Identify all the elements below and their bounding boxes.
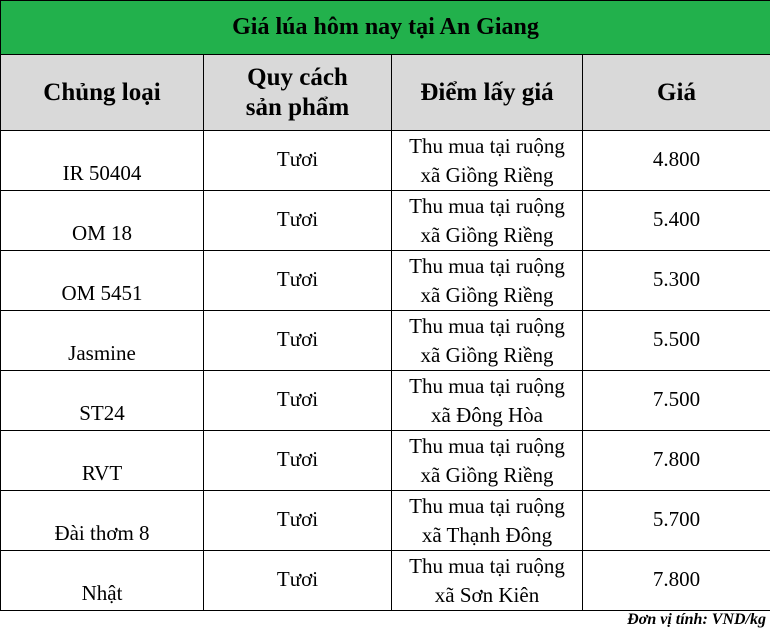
location-line-2: xã Thạnh Đông bbox=[421, 522, 553, 547]
price-cell: 7.800 bbox=[583, 431, 770, 491]
location-cell bbox=[392, 551, 583, 611]
location-cell bbox=[392, 251, 583, 311]
unit-note: Đơn vị tính: VND/kg bbox=[627, 611, 766, 628]
price-cell: 5.700 bbox=[583, 491, 770, 551]
table-row bbox=[1, 551, 770, 611]
table-body bbox=[1, 131, 770, 611]
rice-type-cell: OM 5451 bbox=[1, 251, 204, 311]
price-cell: 7.500 bbox=[583, 371, 770, 431]
location-line-2: xã Giồng Riềng bbox=[420, 222, 554, 247]
location-cell bbox=[392, 311, 583, 371]
table-row bbox=[1, 431, 770, 491]
price-cell: 5.500 bbox=[583, 311, 770, 371]
table-row bbox=[1, 311, 770, 371]
location-line-2: xã Giồng Riềng bbox=[420, 462, 554, 487]
spec-cell: Tươi bbox=[204, 431, 392, 491]
spec-cell: Tươi bbox=[204, 131, 392, 191]
location-line-1: Thu mua tại ruộng bbox=[409, 133, 565, 158]
rice-type-cell: Jasmine bbox=[1, 311, 204, 371]
price-cell: 5.300 bbox=[583, 251, 770, 311]
location-cell bbox=[392, 371, 583, 431]
rice-type-cell: OM 18 bbox=[1, 191, 204, 251]
location-line-2: xã Đông Hòa bbox=[431, 402, 543, 427]
location-cell bbox=[392, 491, 583, 551]
price-cell: 5.400 bbox=[583, 191, 770, 251]
location-cell bbox=[392, 191, 583, 251]
location-cell bbox=[392, 431, 583, 491]
column-header-spec: Quy cách sản phẩm bbox=[204, 55, 392, 131]
column-header-price: Giá bbox=[583, 55, 770, 131]
table-row bbox=[1, 191, 770, 251]
title-row bbox=[1, 1, 770, 55]
location-line-1: Thu mua tại ruộng bbox=[409, 373, 565, 398]
location-line-2: xã Giồng Riềng bbox=[420, 162, 554, 187]
table-title: Giá lúa hôm nay tại An Giang bbox=[1, 1, 770, 55]
spec-cell: Tươi bbox=[204, 311, 392, 371]
location-cell bbox=[392, 131, 583, 191]
rice-type-cell: RVT bbox=[1, 431, 204, 491]
spec-cell: Tươi bbox=[204, 371, 392, 431]
rice-type-cell: Nhật bbox=[1, 551, 204, 611]
location-line-2: xã Sơn Kiên bbox=[434, 582, 540, 607]
rice-type-cell: ST24 bbox=[1, 371, 204, 431]
location-line-2: xã Giồng Riềng bbox=[420, 342, 554, 367]
location-line-1: Thu mua tại ruộng bbox=[409, 553, 565, 578]
rice-type-cell: IR 50404 bbox=[1, 131, 204, 191]
table-row bbox=[1, 131, 770, 191]
spec-cell: Tươi bbox=[204, 491, 392, 551]
table-row bbox=[1, 371, 770, 431]
table-row bbox=[1, 251, 770, 311]
location-line-1: Thu mua tại ruộng bbox=[409, 193, 565, 218]
column-header-type: Chủng loại bbox=[1, 55, 204, 131]
header-row bbox=[1, 55, 770, 131]
spec-cell: Tươi bbox=[204, 191, 392, 251]
price-cell: 4.800 bbox=[583, 131, 770, 191]
spec-cell: Tươi bbox=[204, 251, 392, 311]
rice-type-cell: Đài thơm 8 bbox=[1, 491, 204, 551]
price-cell: 7.800 bbox=[583, 551, 770, 611]
location-line-2: xã Giồng Riềng bbox=[420, 282, 554, 307]
location-line-1: Thu mua tại ruộng bbox=[409, 493, 565, 518]
spec-cell: Tươi bbox=[204, 551, 392, 611]
column-header-location: Điểm lấy giá bbox=[392, 55, 583, 131]
location-line-1: Thu mua tại ruộng bbox=[409, 253, 565, 278]
location-line-1: Thu mua tại ruộng bbox=[409, 433, 565, 458]
location-line-1: Thu mua tại ruộng bbox=[409, 313, 565, 338]
table-row bbox=[1, 491, 770, 551]
